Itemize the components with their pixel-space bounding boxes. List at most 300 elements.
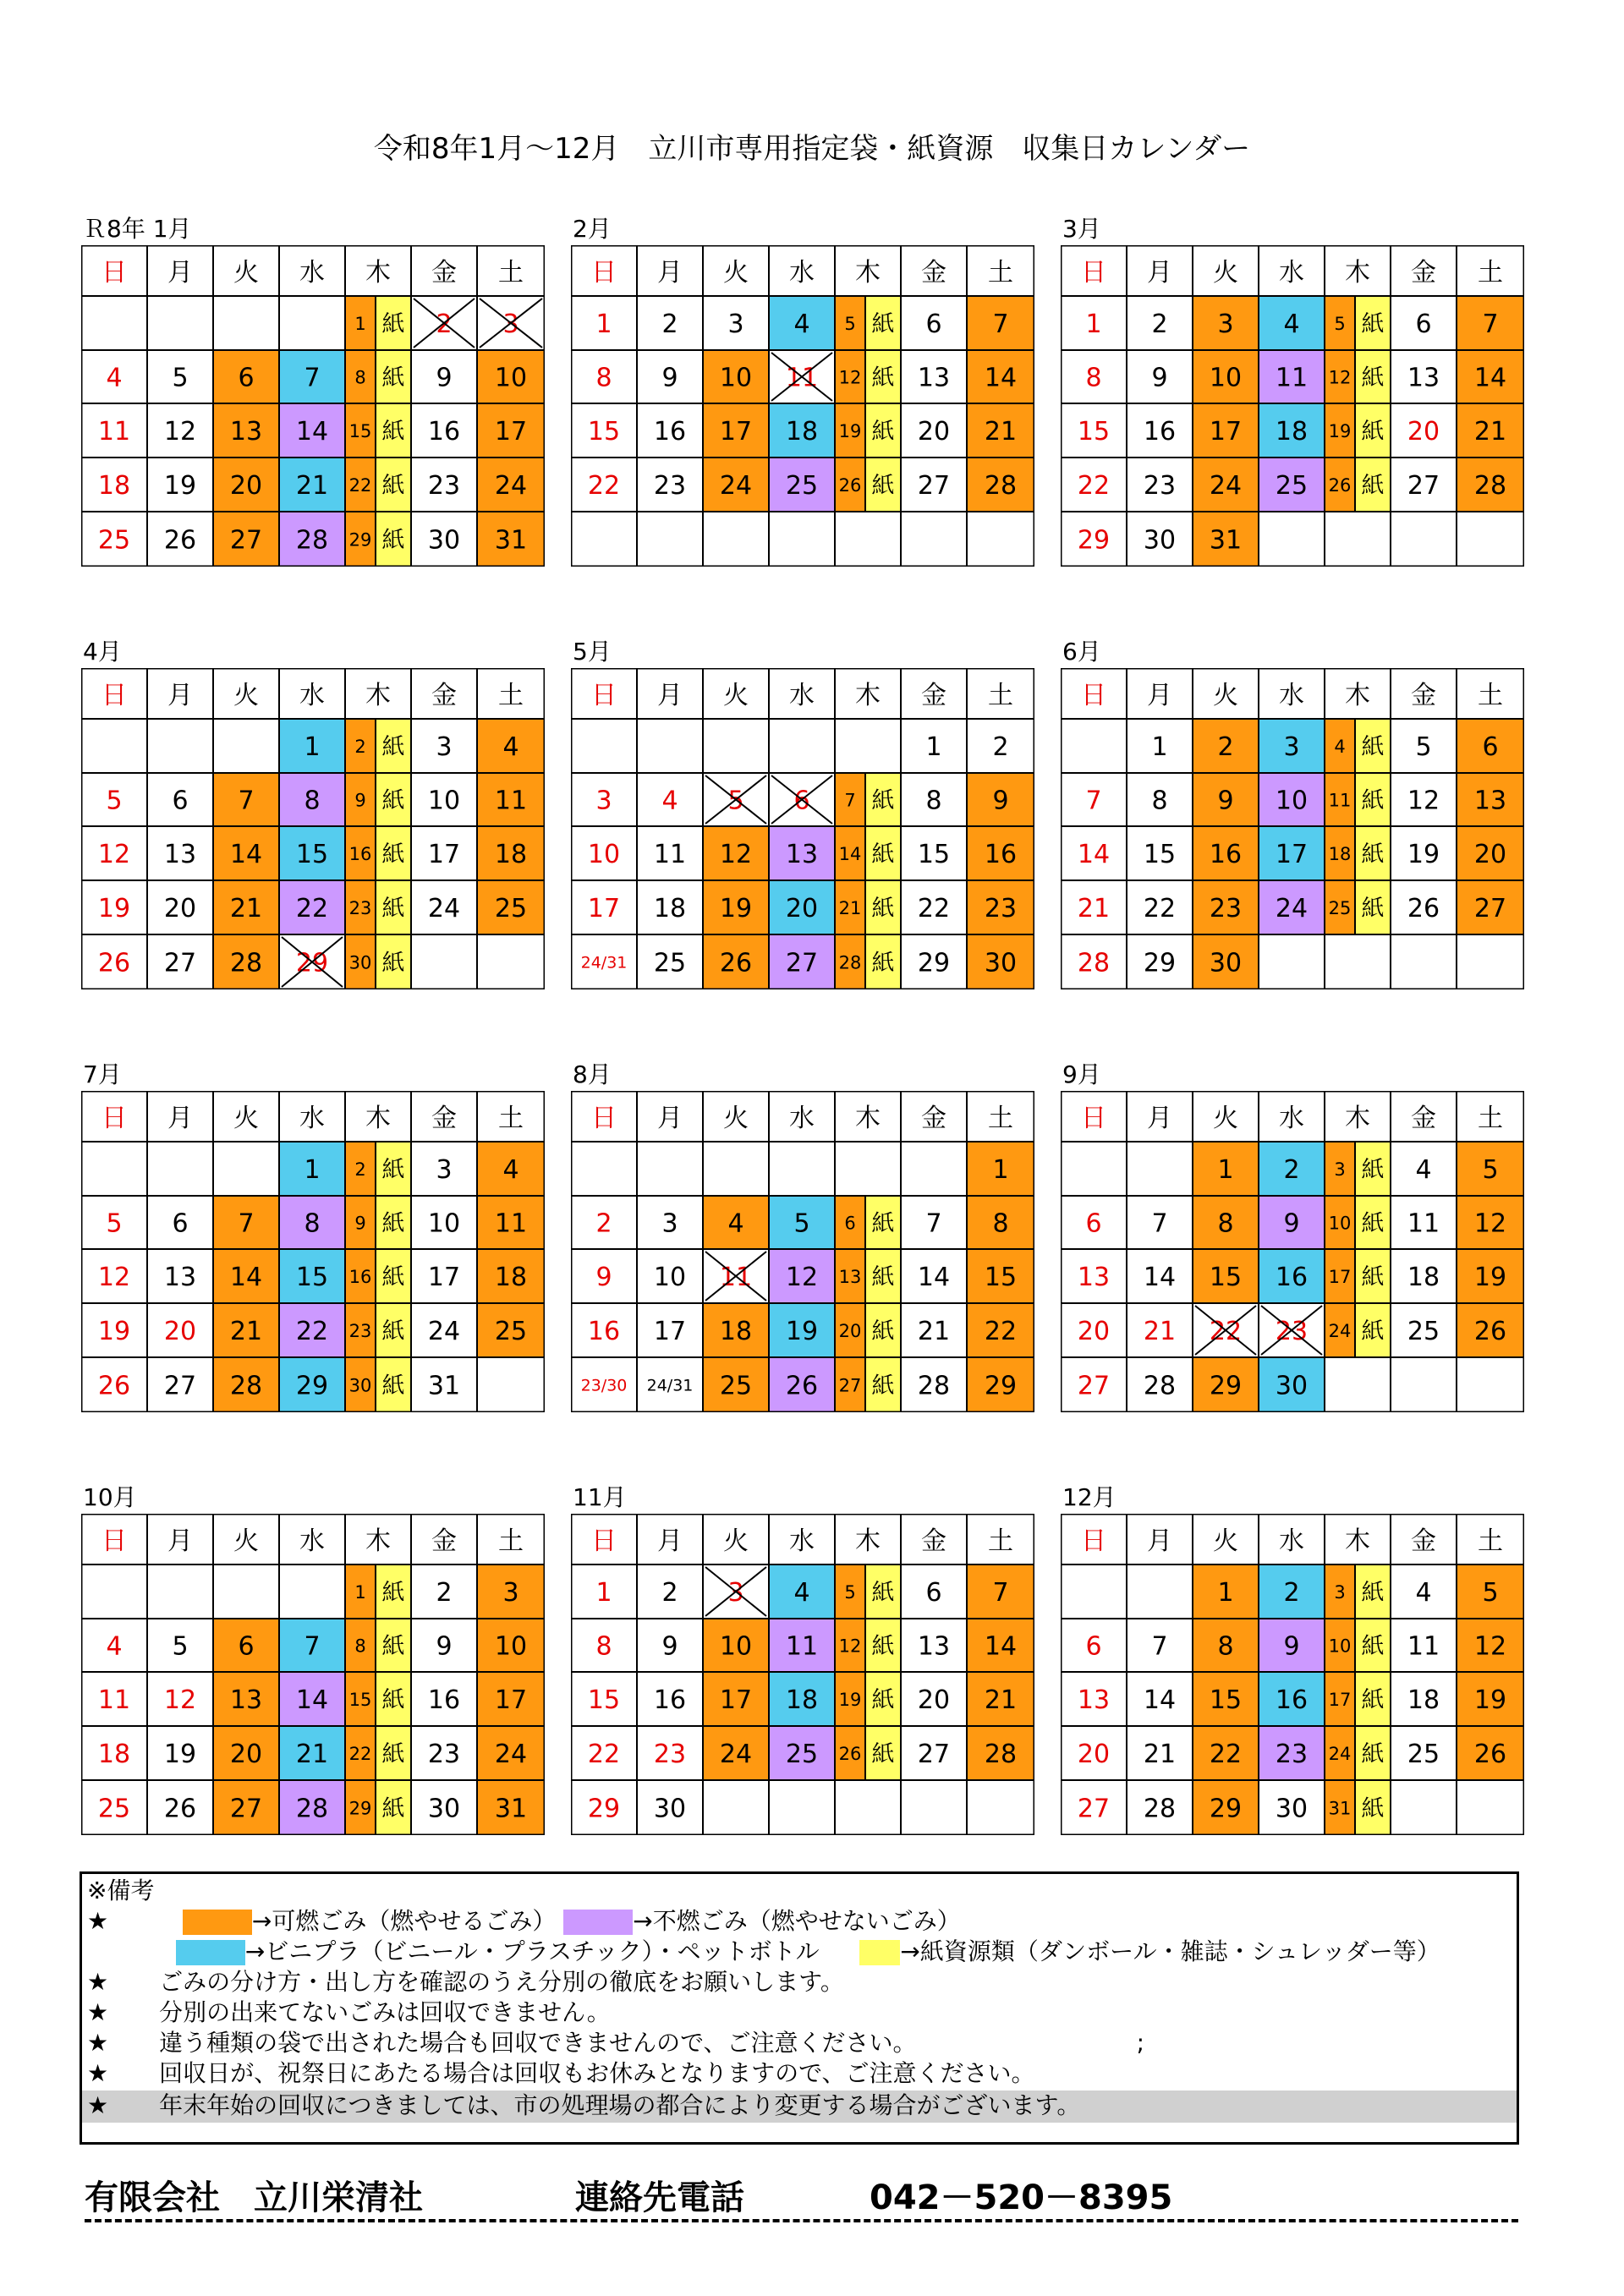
day-number: 10 <box>719 363 753 393</box>
day-number: 18 <box>97 471 131 501</box>
day-number: 13 <box>163 1263 197 1292</box>
day-number: 1 <box>595 310 612 339</box>
day-number: 28 <box>295 525 329 556</box>
month-label: 2月 <box>573 215 612 243</box>
day-number: 8 <box>304 786 321 816</box>
day-number: 10 <box>494 363 528 393</box>
day-number: 21 <box>295 471 329 501</box>
weekday-header: 日 <box>591 258 617 288</box>
day-number: 21 <box>984 417 1018 447</box>
day-number: 9 <box>1283 1631 1300 1662</box>
day-number: 28 <box>229 1371 263 1401</box>
paper-label: 紙 <box>1361 734 1385 760</box>
day-number: 27 <box>1077 1794 1111 1824</box>
day-number: 4 <box>793 310 810 339</box>
legend-row-2 <box>87 1937 1440 1967</box>
day-number: 2 <box>595 1208 612 1239</box>
day-number: 7 <box>304 363 321 393</box>
month-label: 6月 <box>1062 638 1101 666</box>
day-number: 6 <box>925 1578 942 1608</box>
day-number: 17 <box>1328 1690 1352 1710</box>
day-number: 12 <box>1328 367 1352 388</box>
weekday-header: 木 <box>365 258 391 288</box>
day-number: 9 <box>992 786 1009 816</box>
day-number: 11 <box>719 1263 753 1292</box>
day-number: 18 <box>785 417 819 447</box>
weekday-header: 火 <box>233 681 259 710</box>
day-number: 29 <box>348 529 372 551</box>
day-number: 26 <box>719 948 753 978</box>
weekday-header: 土 <box>498 1526 524 1556</box>
note-text: 分別の出来てないごみは回収できません。 <box>159 1998 611 2026</box>
day-number: 15 <box>587 417 621 447</box>
day-number: 14 <box>229 840 263 869</box>
day-number: 26 <box>1407 894 1440 923</box>
paper-label: 紙 <box>1361 473 1385 499</box>
paper-label: 紙 <box>1361 311 1385 337</box>
day-number: 12 <box>97 1263 131 1292</box>
weekday-header: 月 <box>657 1104 683 1133</box>
day-number: 17 <box>1275 840 1309 869</box>
day-number: 18 <box>719 1317 753 1346</box>
day-number: 19 <box>838 1690 862 1710</box>
note-line-3 <box>87 2028 1144 2058</box>
paper-label: 紙 <box>1361 1580 1385 1606</box>
day-number: 20 <box>1077 1740 1111 1769</box>
month-grid <box>81 1091 545 1412</box>
day-number: 26 <box>838 1744 862 1764</box>
day-number: 28 <box>917 1371 951 1401</box>
weekday-header: 火 <box>233 258 259 288</box>
paper-label: 紙 <box>871 1633 895 1660</box>
weekday-header: 日 <box>1081 681 1106 710</box>
day-number: 28 <box>295 1794 329 1824</box>
month-label: 3月 <box>1062 215 1101 243</box>
day-number: 20 <box>229 471 263 501</box>
weekday-header: 水 <box>1279 1526 1304 1556</box>
day-number: 7 <box>1151 1631 1168 1662</box>
day-number: 18 <box>785 1685 819 1715</box>
day-number: 10 <box>494 1631 528 1662</box>
day-number: 25 <box>97 1794 131 1824</box>
day-number: 11 <box>494 1208 528 1239</box>
weekday-header: 土 <box>1478 1526 1503 1556</box>
weekday-header: 水 <box>789 258 815 288</box>
weekday-header: 月 <box>167 681 193 710</box>
day-number: 9 <box>1217 786 1234 816</box>
weekday-header: 火 <box>233 1526 259 1556</box>
day-number: 9 <box>1283 1208 1300 1239</box>
day-number: 8 <box>595 1631 612 1662</box>
day-number: 8 <box>992 1208 1009 1239</box>
weekday-header: 日 <box>591 1104 617 1133</box>
day-number: 19 <box>785 1317 819 1346</box>
day-number: 15 <box>348 421 372 441</box>
day-number: 11 <box>97 417 131 447</box>
weekday-header: 水 <box>789 681 815 710</box>
day-number: 5 <box>1482 1155 1499 1185</box>
star-icon: ★ <box>87 2029 109 2057</box>
day-number: 13 <box>1407 363 1440 393</box>
day-number: 30 <box>1143 525 1177 556</box>
day-number: 7 <box>1085 786 1102 816</box>
weekday-header: 土 <box>988 1104 1013 1133</box>
paper-label: 紙 <box>871 896 895 922</box>
day-number: 23 <box>653 471 687 501</box>
weekday-header: 月 <box>167 1526 193 1556</box>
paper-label: 紙 <box>381 364 405 392</box>
month-label: 9月 <box>1062 1060 1101 1088</box>
weekday-header: 金 <box>921 1104 946 1133</box>
weekday-header: 水 <box>1279 258 1304 288</box>
day-number: 2 <box>1283 1155 1300 1185</box>
legend-plastic: →ビニプラ（ビニール・プラスチック）・ペットボトル <box>244 1937 820 1965</box>
day-number: 10 <box>427 1208 461 1239</box>
paper-label: 紙 <box>381 1741 405 1767</box>
weekday-header: 水 <box>1279 681 1304 710</box>
paper-label: 紙 <box>871 1373 895 1400</box>
paper-label: 紙 <box>1361 841 1385 868</box>
paper-label: 紙 <box>1361 896 1385 922</box>
weekday-header: 月 <box>657 1526 683 1556</box>
day-number: 18 <box>653 894 687 923</box>
weekday-header: 木 <box>1345 681 1370 710</box>
day-number: 12 <box>785 1263 819 1292</box>
day-number: 4 <box>502 732 519 762</box>
day-number: 3 <box>1334 1582 1346 1603</box>
day-number: 23 <box>348 1321 372 1341</box>
weekday-header: 土 <box>988 681 1013 710</box>
day-number: 8 <box>1151 786 1168 816</box>
day-number: 13 <box>229 417 263 447</box>
paper-label: 紙 <box>871 1210 895 1237</box>
paper-label: 紙 <box>381 950 405 977</box>
weekday-header: 土 <box>1478 681 1503 710</box>
day-number: 30 <box>1209 948 1243 978</box>
paper-label: 紙 <box>871 419 895 445</box>
weekday-header: 木 <box>365 681 391 710</box>
day-number: 18 <box>97 1740 131 1769</box>
day-number: 9 <box>354 1213 366 1234</box>
weekday-header: 日 <box>102 681 127 710</box>
day-number: 27 <box>1407 471 1440 501</box>
paper-label: 紙 <box>381 841 405 868</box>
day-number: 30 <box>348 1375 372 1396</box>
weekday-header: 土 <box>498 258 524 288</box>
weekday-header: 月 <box>657 258 683 288</box>
day-number: 1 <box>1151 732 1168 762</box>
day-number: 5 <box>1334 314 1346 334</box>
day-number: 20 <box>838 1321 862 1341</box>
paper-label: 紙 <box>871 787 895 814</box>
note-line-2 <box>87 1997 611 2028</box>
paper-label: 紙 <box>381 473 405 499</box>
paper-label: 紙 <box>1361 364 1385 392</box>
day-number: 16 <box>348 844 372 864</box>
paper-label: 紙 <box>381 1264 405 1290</box>
weekday-header: 日 <box>102 1526 127 1556</box>
weekday-header: 金 <box>921 1526 946 1556</box>
paper-label: 紙 <box>871 311 895 337</box>
day-number: 14 <box>838 844 862 864</box>
weekday-header: 土 <box>988 1526 1013 1556</box>
day-number: 21 <box>1143 1317 1177 1346</box>
burnable-swatch <box>183 1910 252 1935</box>
day-number: 20 <box>1473 840 1507 869</box>
day-number: 14 <box>984 363 1018 393</box>
day-number: 15 <box>917 840 951 869</box>
day-number: 21 <box>1143 1740 1177 1769</box>
day-number: 7 <box>992 1578 1009 1608</box>
day-number: 24/31 <box>580 953 628 973</box>
month-label: 10月 <box>83 1483 137 1511</box>
day-number: 19 <box>719 894 753 923</box>
day-number: 31 <box>427 1371 461 1401</box>
day-number: 20 <box>1407 417 1440 447</box>
day-number: 1 <box>595 1578 612 1608</box>
day-number: 1 <box>304 732 321 762</box>
day-number: 17 <box>653 1317 687 1346</box>
day-number: 28 <box>984 1740 1018 1769</box>
day-number: 27 <box>163 948 197 978</box>
day-number: 2 <box>354 737 366 757</box>
day-number: 7 <box>238 1208 255 1239</box>
day-number: 13 <box>785 840 819 869</box>
weekday-header: 水 <box>299 1104 325 1133</box>
day-number: 23 <box>1143 471 1177 501</box>
day-number: 30 <box>427 525 461 556</box>
day-number: 20 <box>917 417 951 447</box>
paper-label: 紙 <box>1361 787 1385 814</box>
month-label: 11月 <box>573 1483 627 1511</box>
day-number: 1 <box>992 1155 1009 1185</box>
day-number: 3 <box>1283 732 1300 762</box>
weekday-header: 月 <box>167 258 193 288</box>
weekday-header: 木 <box>1345 1104 1370 1133</box>
day-number: 13 <box>229 1685 263 1715</box>
page-title: 令和8年1月～12月 立川市専用指定袋・紙資源 収集日カレンダー <box>373 132 1251 166</box>
month-grid <box>81 1514 545 1835</box>
day-number: 13 <box>163 840 197 869</box>
day-number: 21 <box>1473 417 1507 447</box>
day-number: 23 <box>653 1740 687 1769</box>
day-number: 6 <box>172 786 189 816</box>
day-number: 26 <box>163 525 197 556</box>
note-line-4 <box>87 2058 1035 2089</box>
day-number: 9 <box>436 1631 453 1662</box>
day-number: 12 <box>838 367 862 388</box>
nonburnable-swatch <box>563 1910 633 1935</box>
day-number: 27 <box>785 948 819 978</box>
note-line-5 <box>82 2091 1517 2123</box>
day-number: 20 <box>229 1740 263 1769</box>
day-number: 13 <box>838 1267 862 1287</box>
day-number: 19 <box>97 894 131 923</box>
day-number: 26 <box>163 1794 197 1824</box>
day-number: 5 <box>1482 1578 1499 1608</box>
paper-label: 紙 <box>381 787 405 814</box>
day-number: 6 <box>238 1631 255 1662</box>
paper-label: 紙 <box>1361 1210 1385 1237</box>
day-number: 28 <box>1077 948 1111 978</box>
day-number: 11 <box>494 786 528 816</box>
paper-label: 紙 <box>871 950 895 977</box>
paper-label: 紙 <box>381 311 405 337</box>
day-number: 21 <box>917 1317 951 1346</box>
weekday-header: 日 <box>591 681 617 710</box>
company-name: 有限会社 立川栄清社 <box>85 2178 423 2217</box>
day-number: 3 <box>502 310 519 339</box>
weekday-header: 日 <box>102 258 127 288</box>
day-number: 17 <box>427 1263 461 1292</box>
paper-label: 紙 <box>871 1318 895 1345</box>
day-number: 29 <box>984 1371 1018 1401</box>
day-number: 1 <box>1085 310 1102 339</box>
star-icon: ★ <box>87 2059 109 2087</box>
day-number: 1 <box>1217 1155 1234 1185</box>
weekday-header: 金 <box>921 681 946 710</box>
day-number: 2 <box>1283 1578 1300 1608</box>
day-number: 11 <box>1407 1631 1440 1662</box>
day-number: 26 <box>97 948 131 978</box>
day-number: 2 <box>1217 732 1234 762</box>
day-number: 12 <box>838 1636 862 1657</box>
day-number: 18 <box>1328 844 1352 864</box>
day-number: 2 <box>661 1578 678 1608</box>
day-number: 3 <box>1334 1159 1346 1180</box>
day-number: 11 <box>1275 363 1309 393</box>
weekday-header: 金 <box>1411 1526 1436 1556</box>
paper-label: 紙 <box>1361 1157 1385 1183</box>
month-grid <box>1061 1514 1524 1835</box>
day-number: 28 <box>229 948 263 978</box>
paper-label: 紙 <box>381 1580 405 1606</box>
weekday-header: 月 <box>1147 258 1172 288</box>
note-text: 違う種類の袋で出された場合も回収できませんので、ご注意ください。 <box>159 2029 917 2057</box>
paper-label: 紙 <box>381 1318 405 1345</box>
day-number: 17 <box>587 894 621 923</box>
day-number: 27 <box>917 471 951 501</box>
day-number: 4 <box>727 1208 744 1239</box>
day-number: 26 <box>1473 1317 1507 1346</box>
weekday-header: 金 <box>431 258 457 288</box>
day-number: 13 <box>1473 786 1507 816</box>
day-number: 14 <box>229 1263 263 1292</box>
day-number: 11 <box>785 363 819 393</box>
day-number: 15 <box>1209 1685 1243 1715</box>
weekday-header: 金 <box>1411 681 1436 710</box>
weekday-header: 金 <box>1411 1104 1436 1133</box>
day-number: 15 <box>984 1263 1018 1292</box>
note-text: 回収日が、祝祭日にあたる場合は回収もお休みとなりますので、ご注意ください。 <box>159 2059 1035 2087</box>
day-number: 31 <box>494 1794 528 1824</box>
day-number: 23 <box>1275 1740 1309 1769</box>
day-number: 12 <box>97 840 131 869</box>
day-number: 16 <box>1275 1685 1309 1715</box>
day-number: 24 <box>719 471 753 501</box>
weekday-header: 火 <box>723 1526 749 1556</box>
day-number: 24 <box>427 1317 461 1346</box>
paper-label: 紙 <box>381 419 405 445</box>
day-number: 23 <box>427 471 461 501</box>
day-number: 10 <box>653 1263 687 1292</box>
day-number: 29 <box>348 1798 372 1819</box>
month-grid <box>1061 1091 1524 1412</box>
day-number: 10 <box>587 840 621 869</box>
day-number: 23 <box>427 1740 461 1769</box>
day-number: 6 <box>172 1208 189 1239</box>
day-number: 9 <box>354 790 366 811</box>
day-number: 25 <box>785 1740 819 1769</box>
weekday-header: 水 <box>789 1104 815 1133</box>
day-number: 18 <box>1275 417 1309 447</box>
day-number: 14 <box>1143 1263 1177 1292</box>
day-number: 7 <box>238 786 255 816</box>
day-number: 20 <box>917 1685 951 1715</box>
weekday-header: 日 <box>1081 258 1106 288</box>
weekday-header: 木 <box>855 1104 881 1133</box>
day-number: 24 <box>1209 471 1243 501</box>
day-number: 2 <box>354 1159 366 1180</box>
day-number: 19 <box>1328 421 1352 441</box>
day-number: 17 <box>1209 417 1243 447</box>
day-number: 28 <box>1473 471 1507 501</box>
day-number: 27 <box>838 1375 862 1396</box>
day-number: 11 <box>785 1631 819 1662</box>
day-number: 10 <box>1209 363 1243 393</box>
day-number: 25 <box>494 894 528 923</box>
day-number: 12 <box>163 1685 197 1715</box>
day-number: 29 <box>295 948 329 978</box>
paper-label: 紙 <box>1361 1741 1385 1767</box>
day-number: 31 <box>1209 525 1243 556</box>
paper-label: 紙 <box>381 1210 405 1237</box>
day-number: 30 <box>653 1794 687 1824</box>
day-number: 4 <box>502 1155 519 1185</box>
day-number: 7 <box>304 1631 321 1662</box>
day-number: 28 <box>984 471 1018 501</box>
day-number: 16 <box>587 1317 621 1346</box>
day-number: 4 <box>1283 310 1300 339</box>
day-number: 8 <box>304 1208 321 1239</box>
day-number: 14 <box>1473 363 1507 393</box>
note-text: ごみの分け方・出し方を確認のうえ分別の徹底をお願いします。 <box>159 1968 844 1996</box>
day-number: 28 <box>838 952 862 973</box>
day-number: 25 <box>97 525 131 556</box>
note-mark: ; <box>1136 2029 1144 2057</box>
day-number: 22 <box>984 1317 1018 1346</box>
day-number: 6 <box>1085 1631 1102 1662</box>
day-number: 17 <box>494 417 528 447</box>
day-number: 1 <box>1217 1578 1234 1608</box>
day-number: 24 <box>1328 1321 1352 1341</box>
day-number: 23 <box>1275 1317 1309 1346</box>
day-number: 12 <box>1473 1631 1507 1662</box>
day-number: 25 <box>1407 1317 1440 1346</box>
month-label: 7月 <box>83 1060 122 1088</box>
weekday-header: 水 <box>299 1526 325 1556</box>
day-number: 13 <box>1077 1263 1111 1292</box>
paper-label: 紙 <box>1361 1318 1385 1345</box>
day-number: 4 <box>1415 1578 1432 1608</box>
day-number: 17 <box>719 417 753 447</box>
day-number: 15 <box>1077 417 1111 447</box>
day-number: 19 <box>163 471 197 501</box>
day-number: 5 <box>172 1631 189 1662</box>
day-number: 27 <box>917 1740 951 1769</box>
day-number: 31 <box>494 525 528 556</box>
day-number: 22 <box>295 894 329 923</box>
